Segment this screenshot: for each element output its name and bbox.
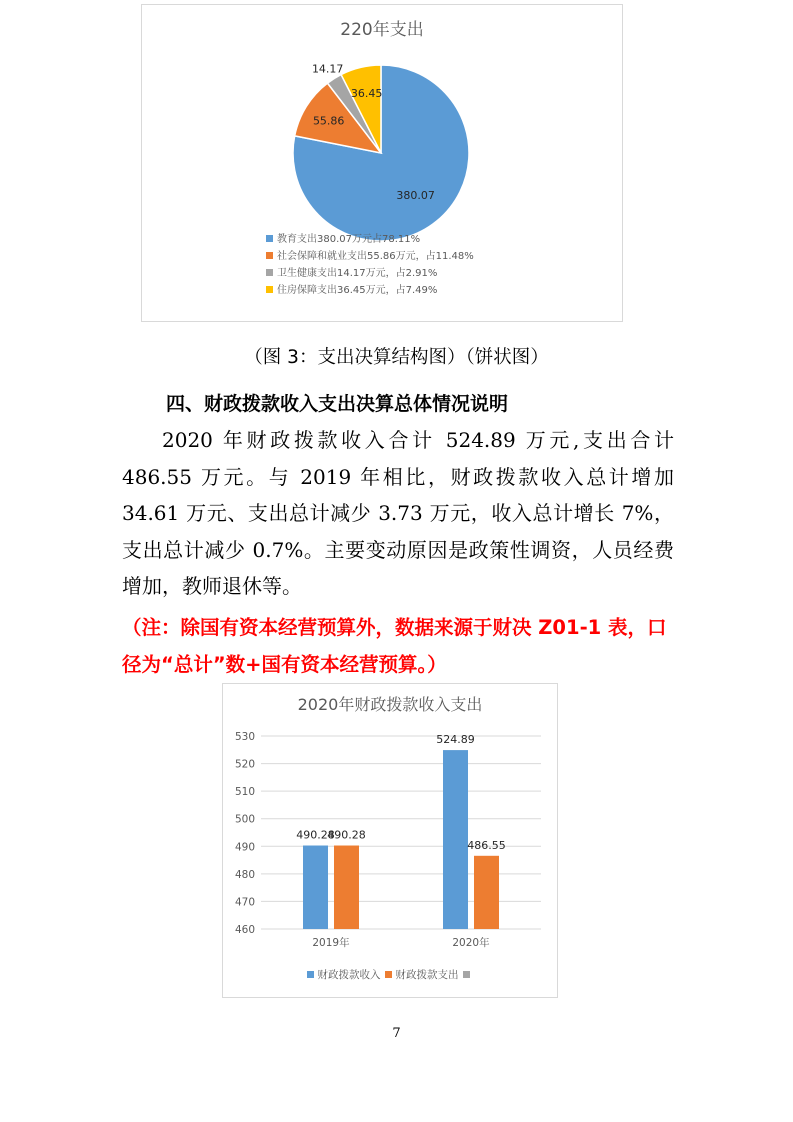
bar-data-label: 490.28	[296, 828, 335, 842]
pie-legend-entry-0	[266, 231, 474, 248]
pie-legend-entry-3	[266, 282, 474, 299]
pie-chart	[141, 4, 623, 322]
y-tick-label: 470	[234, 896, 255, 909]
bar-chart-plot	[223, 684, 557, 997]
legend-swatch	[307, 971, 314, 978]
legend-label: 社会保障和就业支出55.86万元，占11.48%	[277, 251, 474, 262]
bar-chart-title: 2020年财政拨款收入支出	[297, 695, 483, 714]
legend-swatch	[266, 269, 273, 276]
figure-caption: （图 3：支出决算结构图）（饼状图）	[244, 347, 549, 368]
pie-legend-entry-1	[266, 248, 474, 265]
data-source-note: （注：除国有资本经营预算外，数据来源于财决 Z01-1 表，口径为“总计”数+国有资本经营预算。）	[122, 616, 667, 676]
y-tick-label: 490	[234, 841, 255, 854]
bar-0-1	[334, 846, 359, 929]
legend-swatch	[463, 971, 470, 978]
pie-data-label-2: 14.17	[311, 62, 344, 76]
body-paragraph: 2020 年财政拨款收入合计 524.89 万元,支出合计 486.55 万元。与 2019 年相比，财政拨款收入总计增加 34.61 万元、支出总计减少 3.73 万元，收入总计增长 7%，支出总计减少 0.7%。主要变动原因是政策性调资，人员经费增加，教师退休等。	[122, 428, 674, 598]
y-tick-label: 530	[234, 731, 255, 743]
x-tick-label: 2020年	[452, 937, 490, 949]
pie-data-label-1: 55.86	[312, 114, 345, 128]
y-tick-label: 460	[234, 924, 255, 936]
bar-chart	[222, 683, 558, 998]
legend-label: 卫生健康支出14.17万元，占2.91%	[277, 268, 438, 279]
legend-swatch	[266, 235, 273, 242]
legend-label: 财政拨款收入	[317, 969, 381, 981]
x-tick-label: 2019年	[312, 937, 350, 949]
bar-legend-entry-0	[307, 967, 381, 982]
section-heading: 四、财政拨款收入支出决算总体情况说明	[166, 393, 509, 415]
pie-chart-title: 220年支出	[340, 20, 424, 40]
pie-data-label-3: 36.45	[350, 87, 383, 101]
bar-chart-legend	[223, 967, 557, 982]
bar-data-label: 524.89	[436, 733, 475, 747]
legend-swatch	[266, 252, 273, 259]
y-tick-label: 500	[234, 813, 255, 826]
y-tick-label: 480	[234, 868, 255, 881]
pie-chart-legend	[266, 231, 474, 299]
pie-legend-entry-2	[266, 265, 474, 282]
bar-legend-entry-2	[463, 969, 474, 981]
bar-data-label: 486.55	[467, 838, 506, 852]
legend-label: 财政拨款支出	[395, 969, 459, 981]
legend-swatch	[266, 286, 273, 293]
legend-label: 住房保障支出36.45万元，占7.49%	[277, 285, 438, 296]
pie-data-label-0: 380.07	[396, 189, 435, 203]
page-number: 7	[392, 1026, 401, 1041]
bar-1-0	[443, 750, 468, 929]
legend-label: 教育支出380.07万元占78.11%	[277, 234, 421, 245]
bar-0-0	[303, 846, 328, 929]
legend-swatch	[385, 971, 392, 978]
bar-1-1	[474, 856, 499, 929]
bar-legend-entry-1	[385, 967, 459, 982]
y-tick-label: 520	[234, 758, 255, 771]
bar-data-label: 490.28	[327, 828, 366, 842]
y-tick-label: 510	[234, 786, 255, 799]
